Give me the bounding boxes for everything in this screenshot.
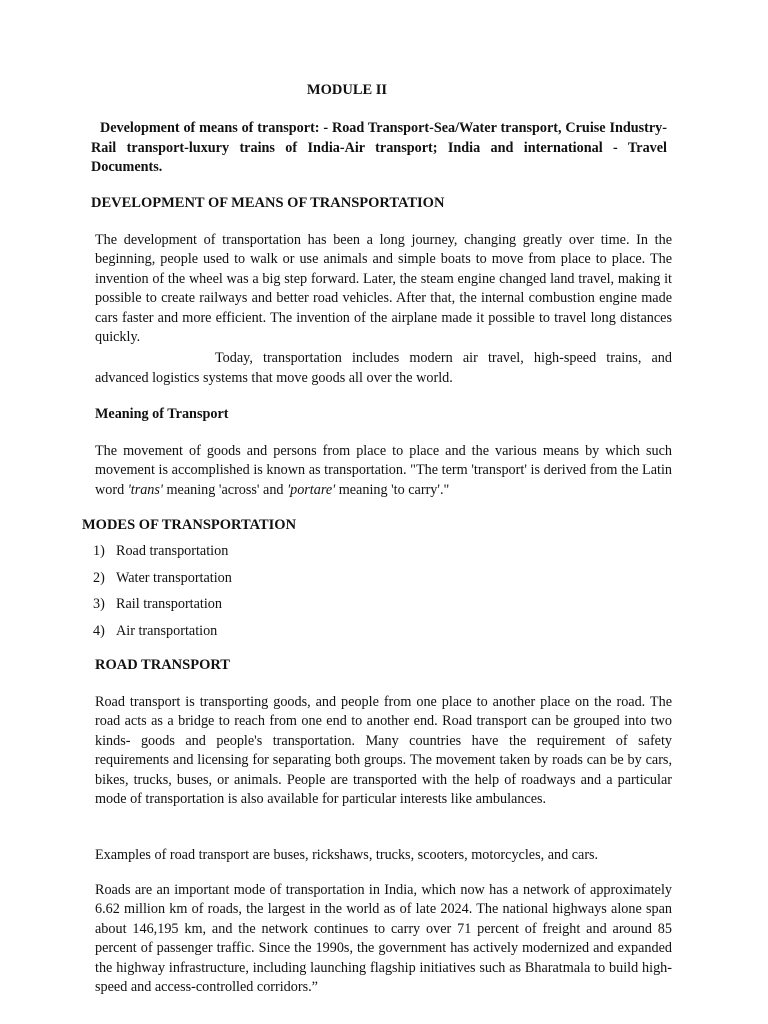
list-item — [93, 568, 232, 595]
road-paragraph-1: Road transport is transporting goods, and people from one place to another place on the road. The road acts as a bridge to reach from one end to another end. Road transport can be grouped into two kinds- goods and people's transportation. Many countries have the requirement of safety requirements and licensing for separating both groups. The movement taken by roads can be by cars, bikes, trucks, buses, or animals. People are transported with the help of roadways and a particular mode of transportation is also available for particular interests like ambulances. — [95, 694, 672, 808]
road-transport-heading: ROAD TRANSPORT — [95, 657, 230, 673]
modes-heading: MODES OF TRANSPORTATION — [82, 517, 297, 533]
module-title: MODULE II — [306, 82, 388, 98]
meaning-term-portare: 'portare' — [287, 481, 336, 498]
list-item-label: Road transportation — [116, 543, 229, 559]
list-item — [93, 541, 232, 568]
meaning-text-a: The movement of goods and persons from place to place and the various means by which such movement is accomplished is known as transportation. "The term 'transport' is derived from the Latin word — [95, 443, 672, 498]
development-paragraph-1: The development of transportation has been a long journey, changing greatly over time. In the beginning, people used to walk or use animals and simple boats to move from place to place. The invention of the wheel was a big step forward. Later, the steam engine changed land travel, making it possible to create railways and better road vehicles. After that, the internal combustion engine made cars faster and more efficient. The invention of the airplane made it possible to travel long distances quickly. — [95, 232, 672, 346]
list-item-number: 3) — [93, 596, 105, 613]
list-item — [93, 594, 232, 621]
development-paragraphs — [95, 231, 672, 388]
road-paragraph-3: Roads are an important mode of transportation in India, which now has a network of approximately 6.62 million km of roads, the largest in the world as of late 2024. The national highways alone span about 146,195 km, and the network continues to carry over 71 percent of freight and around 85 percent of passenger traffic. Since the 1990s, the government has actively modernized and expanded the highway infrastructure, including launching flagship initiatives such as Bharatmala to build high-speed and access-controlled corridors.” — [95, 882, 672, 996]
list-item-label: Air transportation — [116, 622, 218, 639]
meaning-paragraph — [95, 442, 672, 500]
list-item-number: 2) — [93, 569, 105, 586]
development-paragraph-2: Today, transportation includes modern air travel, high-speed trains, and advanced logistics systems that move goods all over the world. — [95, 350, 672, 386]
road-paragraph-2: Examples of road transport are buses, rickshaws, trucks, scooters, motorcycles, and cars. — [95, 847, 599, 863]
meaning-heading: Meaning of Transport — [95, 406, 229, 422]
meaning-term-trans: 'trans' — [127, 481, 163, 498]
list-item-label: Water transportation — [116, 569, 232, 586]
meaning-text-b: meaning 'across' and — [162, 481, 288, 498]
meaning-text-c: meaning 'to carry'." — [335, 481, 450, 498]
list-item-number: 4) — [93, 622, 105, 639]
list-item — [93, 621, 232, 648]
module-intro: Development of means of transport: - Road Transport-Sea/Water transport, Cruise Industry-Rail transport-luxury trains of India-Air transport; India and international - Travel Documents. — [91, 120, 667, 175]
modes-list — [93, 541, 232, 647]
list-item-label: Rail transportation — [116, 596, 222, 613]
list-item-number: 1) — [93, 543, 105, 559]
section-heading-development: DEVELOPMENT OF MEANS OF TRANSPORTATION — [91, 195, 445, 211]
